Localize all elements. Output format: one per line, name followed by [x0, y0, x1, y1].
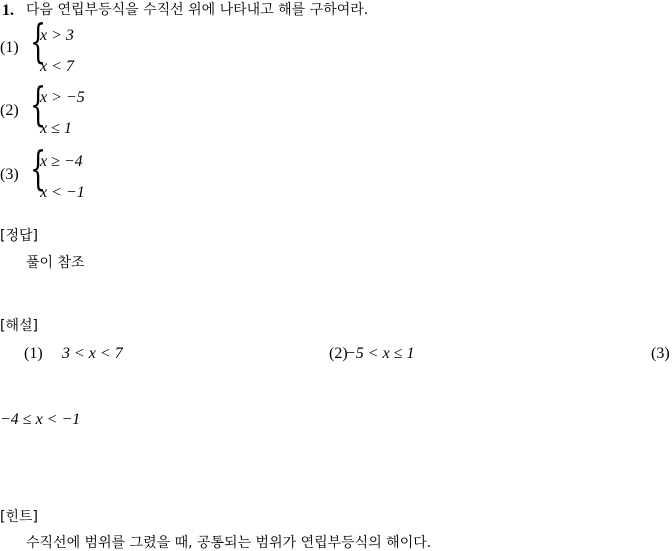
problem-number: 1.: [2, 2, 14, 19]
solution-1-label: (1): [24, 345, 43, 362]
solution-1-value: 3 < x < 7: [62, 345, 123, 362]
hint-text: 수직선에 범위를 그렸을 때, 공통되는 범위가 연립부등식의 해이다.: [26, 535, 432, 551]
part-2-line-2: x ≤ 1: [40, 120, 72, 137]
answer-heading: [정답]: [0, 228, 38, 244]
solution-2-label: (2): [329, 345, 348, 362]
part-2-label: (2): [0, 102, 19, 119]
solution-2-value: −5 < x ≤ 1: [345, 345, 415, 362]
solution-heading: [해설]: [0, 318, 38, 334]
part-3-line-1: x ≥ −4: [40, 153, 83, 170]
part-1-brace: {: [30, 14, 47, 68]
part-3-line-2: x < −1: [40, 184, 85, 201]
hint-heading: [힌트]: [0, 509, 38, 525]
solution-3-label: (3): [651, 345, 670, 362]
part-2-line-1: x > −5: [40, 89, 85, 106]
part-1-line-1: x > 3: [40, 27, 74, 44]
part-3-brace: {: [30, 141, 47, 195]
part-3-label: (3): [0, 166, 19, 183]
part-1-line-2: x < 7: [40, 58, 74, 75]
solution-3-value: −4 ≤ x < −1: [0, 411, 81, 428]
part-1-label: (1): [0, 39, 19, 56]
problem-statement: 다음 연립부등식을 수직선 위에 나타내고 해를 구하여라.: [26, 2, 369, 18]
answer-text: 풀이 참조: [26, 255, 85, 271]
part-2-brace: {: [30, 77, 47, 131]
